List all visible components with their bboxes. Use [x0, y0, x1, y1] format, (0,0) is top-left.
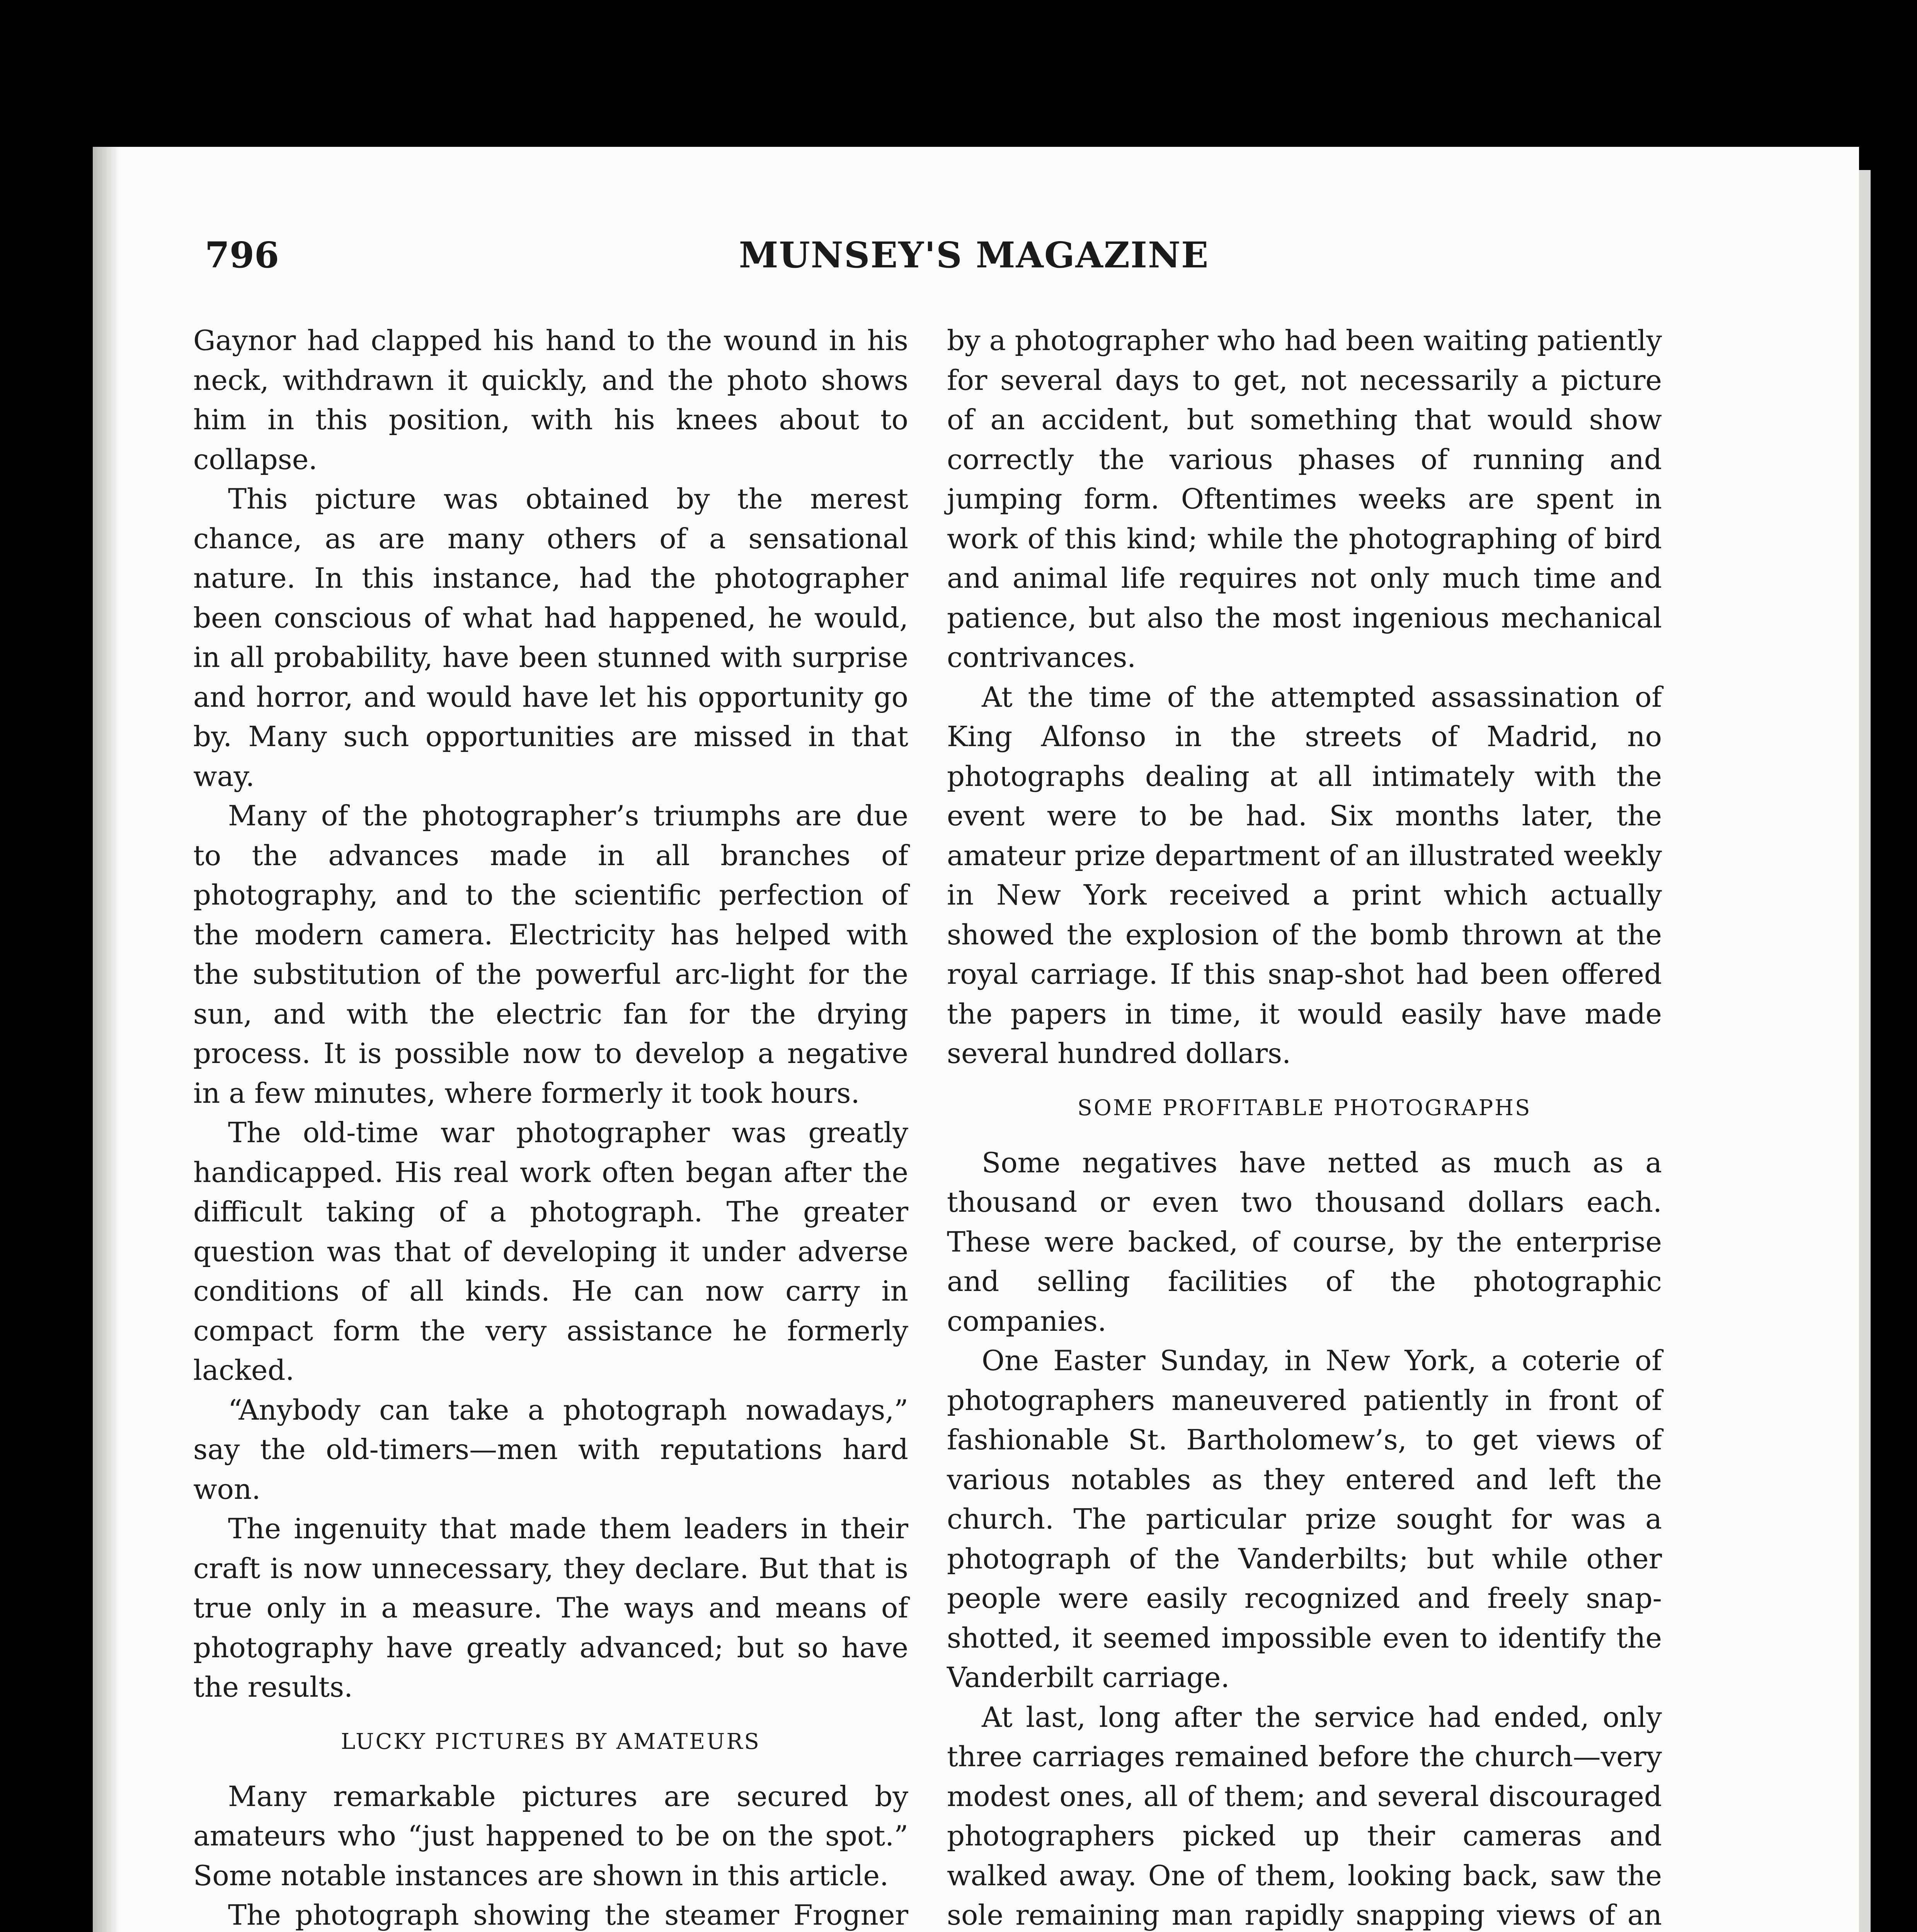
running-title: MUNSEY'S MAGAZINE: [739, 234, 1209, 276]
binding-shadow: [93, 147, 120, 1932]
paragraph: At last, long after the service had ended, only three carriages remained before the church—very modest ones, all of them; and several discouraged photographers picked up their cameras and walked away. One of them, looking back, saw the sole remaining man rapidly snapping views of an: [947, 1701, 1662, 1931]
paragraph: The ingenuity that made them leaders in their craft is now unnecessary, they declare. But that is true only in a measure. The ways and means of photography have greatly advanced; but so have the results.: [193, 1512, 908, 1703]
paragraph: The old-time war photographer was greatly handicapped. His real work often began after the difficult taking of a photograph. The greater question was that of developing it under adverse conditions of all kinds. He can now carry in compact form the very assistance he formerly lacked.: [193, 1116, 908, 1386]
paragraph: Many of the photographer’s triumphs are due to the advances made in all branches of photography, and to the scientific perfection of the modern camera. Electricity has helped with the substitution of the powerful arc-light for the sun, and with the electric fan for the drying process. It is possible now to develop a negative in a few minutes, where formerly it took hours.: [193, 799, 908, 1109]
section-heading: LUCKY PICTURES BY AMATEURS: [341, 1729, 761, 1754]
page-number: 796: [205, 234, 279, 276]
paragraph: One Easter Sunday, in New York, a coterie of photographers maneuvered patiently in front of fashionable St. Bartholomew’s, to get views of various notables as they entered and left the church. The particular prize sought for was a photograph of the Vanderbilts; but while other people were easily recognized and freely snap-shotted, it seemed impossible even to identify the Vanderbilt carriage.: [947, 1344, 1662, 1694]
facing-page-edge: [1859, 170, 1871, 1932]
paragraph: by a photographer who had been waiting patiently for several days to get, not necessarily a picture of an accident, but something that would show correctly the various phases of running and jumping form. Oftentimes weeks are spent in work of this kind; while the photographing of bird and animal life requires not only much time and patience, but also the most ingenious mechanical contrivances.: [947, 324, 1662, 673]
section-heading: SOME PROFITABLE PHOTOGRAPHS: [1077, 1095, 1532, 1121]
paragraph: This picture was obtained by the merest chance, as are many others of a sensational nature. In this instance, had the photographer been conscious of what had happened, he would, in all probability, have been stunned with surprise and horror, and would have let his opportunity go by. Many such opportunities are missed in that way.: [193, 483, 908, 793]
paragraph: Some negatives have netted as much as a thousand or even two thousand dollars each. These were backed, of course, by the enterprise and selling facilities of the photographic companies.: [947, 1146, 1662, 1337]
paragraph: Gaynor had clapped his hand to the wound in his neck, withdrawn it quickly, and the photo shows him in this position, with his knees about to collapse.: [193, 324, 908, 476]
left-column: [193, 321, 908, 1932]
paragraph: “Anybody can take a photograph nowadays,” say the old-timers—men with reputations hard won.: [193, 1393, 908, 1505]
right-column: [947, 321, 1662, 1932]
paragraph: Many remarkable pictures are secured by amateurs who “just happened to be on the spot.” Some notable instances are shown in this article.: [193, 1780, 908, 1892]
paragraph: The photograph showing the steamer Frogner: [228, 1899, 908, 1931]
paragraph: At the time of the attempted assassination of King Alfonso in the streets of Madrid, no photographs dealing at all intimately with the event were to be had. Six months later, the amateur prize department of an illustrated weekly in New York received a print which actually showed the explosion of the bomb thrown at the royal carriage. If this snap-shot had been offered the papers in time, it would easily have made several hundred dollars.: [947, 680, 1662, 1070]
